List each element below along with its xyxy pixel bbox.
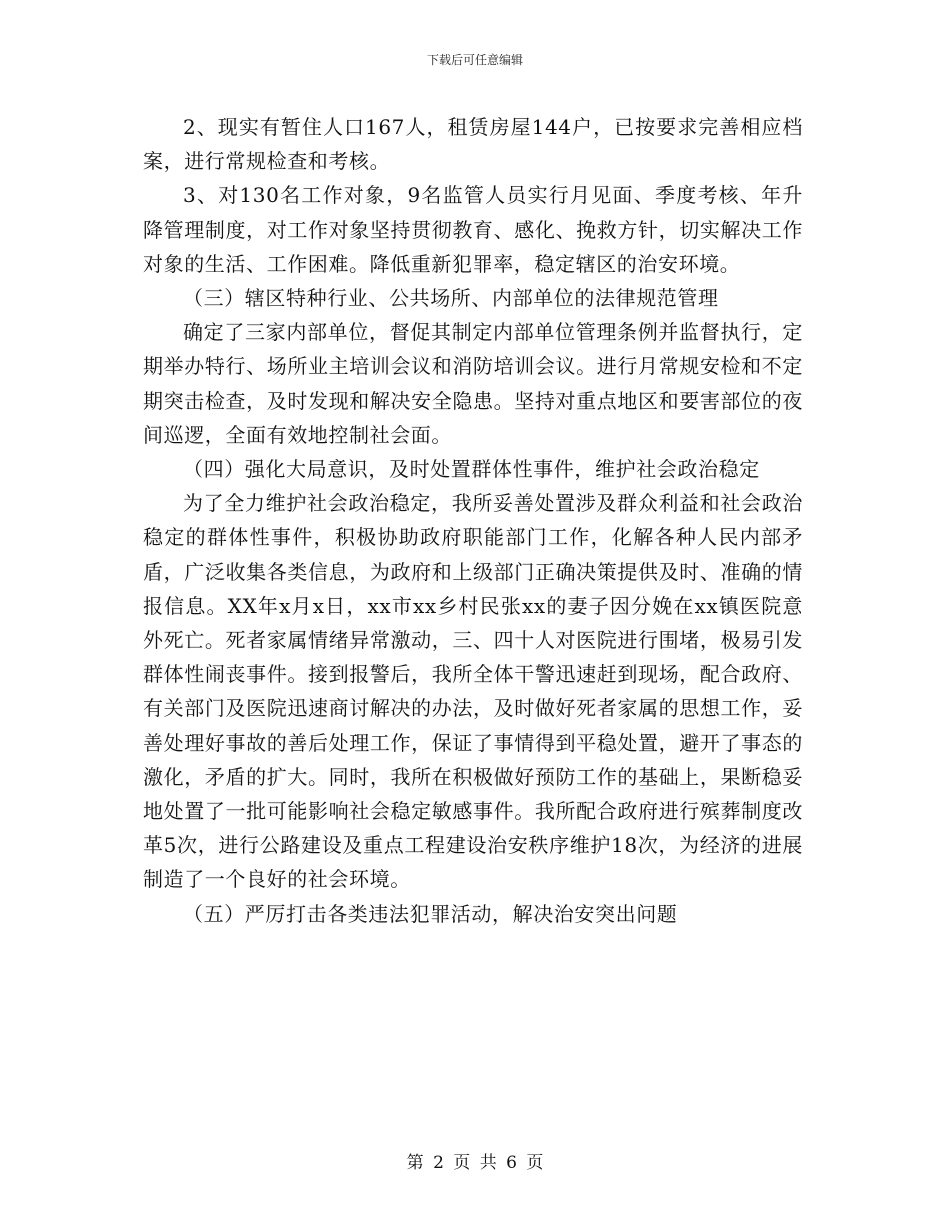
section-heading-3: （三）辖区特种行业、公共场所、内部单位的法律规范管理 [183,286,719,311]
section-heading-5: （五）严厉打击各类违法犯罪活动，解决治安突出问题 [183,901,678,926]
paragraph-internal-units: 确定了三家内部单位，督促其制定内部单位管理条例并监督执行，定期举办特行、场所业主培训会议和消防培训会议。进行月常规安检和不定期突击检查，及时发现和解决安全隐患。坚持对重点地区和要害部位的夜间巡逻，全面有效地控制社会面。 [143,320,803,447]
document-body [143,110,803,931]
page-number-footer: 第 2 页 共 6 页 [406,1153,544,1173]
section-heading-4: （四）强化大局意识，及时处置群体性事件，维护社会政治稳定 [183,457,760,482]
paragraph-temporary-population: 2、现实有暂住人口167人，租赁房屋144户，已按要求完善相应档案，进行常规检查和考核。 [143,115,803,174]
page-header-note: 下载后可任意编辑 [426,53,523,67]
paragraph-work-targets: 3、对130名工作对象，9名监管人员实行月见面、季度考核、年升降管理制度，对工作对象坚持贯彻教育、感化、挽救方针，切实解决工作对象的生活、工作困难。降低重新犯罪率，稳定辖区的治安环境。 [143,183,803,276]
paragraph-group-incidents: 为了全力维护社会政治稳定，我所妥善处置涉及群众利益和社会政治稳定的群体性事件，积极协助政府职能部门工作，化解各种人民内部矛盾，广泛收集各类信息，为政府和上级部门正确决策提供及时、准确的情报信息。XX年x月x日，xx市xx乡村民张xx的妻子因分娩在xx镇医院意外死亡。死者家属情绪异常激动，三、四十人对医院进行围堵，极易引发群体性闹丧事件。接到报警后，我所全体干警迅速赶到现场，配合政府、有关部门及医院迅速商讨解决的办法，及时做好死者家属的思想工作，妥善处理好事故的善后处理工作，保证了事情得到平稳处置，避开了事态的激化，矛盾的扩大。同时，我所在积极做好预防工作的基础上，果断稳妥地处置了一批可能影响社会稳定敏感事件。我所配合政府进行殡葬制度改革5次，进行公路建设及重点工程建设治安秩序维护18次，为经济的进展制造了一个良好的社会环境。 [143,491,803,892]
